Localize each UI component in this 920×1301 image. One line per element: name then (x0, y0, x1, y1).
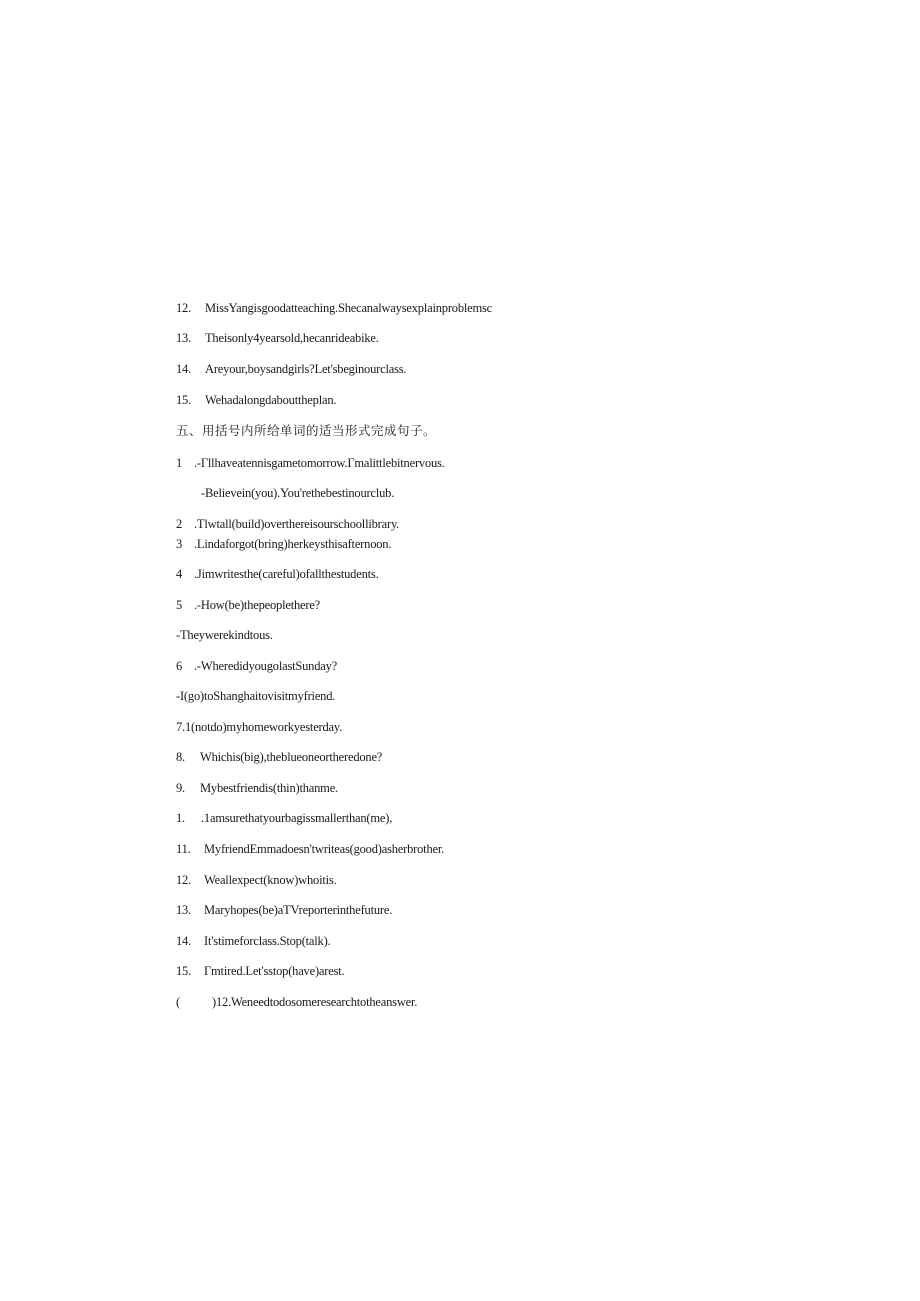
item-text: .Tlwtall(build)overthereisourschoollibrary. (194, 517, 400, 531)
exercise-item (176, 963, 344, 979)
exercise-item (176, 627, 273, 643)
sentence-line (176, 300, 492, 316)
item-text: 7.1(notdo)myhomeworkyesterday. (176, 720, 343, 734)
exercise-item (176, 780, 338, 796)
item-text: Weallexpect(know)whoitis. (204, 873, 337, 887)
item-text: Γmtired.Let'sstop(have)arest. (204, 964, 345, 978)
section-heading: 五、用括号内所给单词的适当形式完成句子。 (176, 423, 437, 438)
item-text: -I(go)toShanghaitovisitmyfriend. (176, 689, 336, 703)
item-number: 14. (176, 362, 192, 376)
item-number: 11. (176, 842, 191, 856)
exercise-item (176, 688, 335, 704)
item-text: -Theywerekindtous. (176, 628, 273, 642)
sentence-line (176, 361, 406, 377)
exercise-item (176, 841, 444, 857)
sentence-line (176, 330, 379, 346)
exercise-item (176, 749, 382, 765)
sentence-line (176, 392, 336, 408)
exercise-item (176, 516, 399, 532)
exercise-item (176, 566, 379, 582)
item-text: .-Γllhaveatennisgametomorrow.Γmalittlebitnervous. (194, 456, 445, 470)
item-text: .1amsurethatyourbagissmallerthan(me), (201, 811, 393, 825)
item-text: )12.Weneedtodosomeresearchtotheanswer. (212, 995, 418, 1009)
exercise-item (176, 902, 392, 918)
item-number: 15. (176, 393, 192, 407)
item-number: 9. (176, 781, 185, 795)
item-text: MissYangisgoodatteaching.Shecanalwaysexplainproblemsc (205, 301, 493, 315)
item-text: Areyour,boysandgirls?Let'sbeginourclass. (205, 362, 407, 376)
item-text: Whichis(big),theblueoneortheredone? (200, 750, 383, 764)
item-number: 1. (176, 811, 185, 825)
item-number: 13. (176, 331, 192, 345)
exercise-item (176, 933, 331, 949)
exercise-item (176, 597, 320, 613)
choice-question-line (176, 994, 417, 1010)
item-number: 13. (176, 903, 192, 917)
item-text: MyfriendEmmadoesn'twriteas(good)asherbrother. (204, 842, 445, 856)
item-text: It'stimeforclass.Stop(talk). (204, 934, 331, 948)
item-number: 12. (176, 301, 192, 315)
exercise-item (201, 485, 394, 501)
item-text: Theisonly4yearsold,hecanrideabike. (205, 331, 379, 345)
item-number: 14. (176, 934, 192, 948)
item-text: .Jimwritesthe(careful)ofallthestudents. (194, 567, 379, 581)
item-text: -Believein(you).You'rethebestinourclub. (201, 486, 395, 500)
item-number: 4 (176, 567, 183, 581)
item-text: .Lindaforgot(bring)herkeysthisafternoon. (194, 537, 392, 551)
item-number: 5 (176, 598, 183, 612)
item-text: Wehadalongdabouttheplan. (205, 393, 337, 407)
item-number: 12. (176, 873, 192, 887)
item-number: 3 (176, 537, 183, 551)
item-text: Mybestfriendis(thin)thanme. (200, 781, 338, 795)
item-text: .-WheredidyougolastSunday? (194, 659, 338, 673)
item-number: 2 (176, 517, 183, 531)
exercise-item (176, 455, 445, 471)
exercise-item (176, 658, 337, 674)
item-text: .-How(be)thepeoplethere? (194, 598, 321, 612)
item-number: 15. (176, 964, 192, 978)
item-number: 1 (176, 456, 183, 470)
exercise-item (176, 810, 392, 826)
exercise-item (176, 872, 337, 888)
item-number: 6 (176, 659, 183, 673)
item-number: 8. (176, 750, 185, 764)
answer-bracket: ( (176, 995, 180, 1009)
exercise-item (176, 719, 342, 735)
item-text: Maryhopes(be)aTVreporterinthefuture. (204, 903, 393, 917)
exercise-item (176, 536, 391, 552)
